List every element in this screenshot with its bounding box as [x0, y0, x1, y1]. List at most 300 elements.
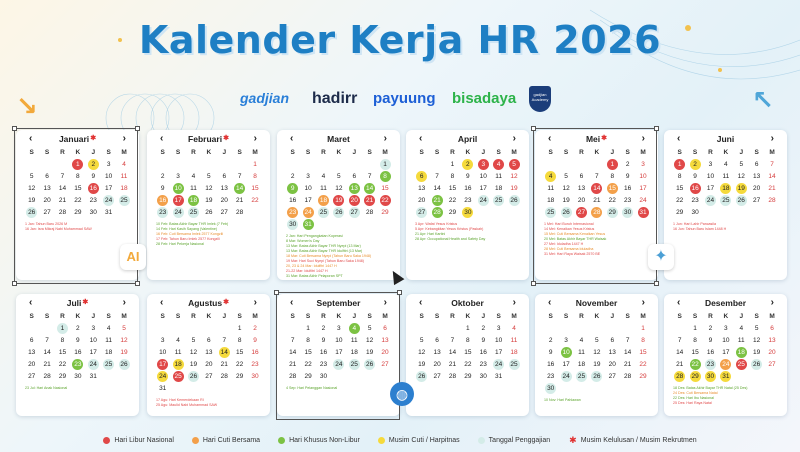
day-cell[interactable]: 28 — [366, 209, 374, 216]
day-cell[interactable]: 4 — [321, 173, 326, 180]
day-cell[interactable]: 21 — [433, 197, 441, 204]
day-cell[interactable]: 16 — [691, 185, 699, 192]
day-cell[interactable]: 12 — [737, 173, 745, 180]
day-cell[interactable]: 6 — [754, 161, 759, 168]
day-cell[interactable]: 4 — [122, 161, 126, 168]
day-cell[interactable]: 5 — [191, 337, 196, 344]
day-cell[interactable]: 9 — [693, 173, 697, 180]
day-cell[interactable]: 31 — [495, 373, 503, 380]
day-cell[interactable]: 22 — [236, 361, 244, 368]
day-cell[interactable]: 26 — [120, 361, 128, 368]
day-cell[interactable]: 12 — [120, 337, 128, 344]
day-cell[interactable]: 20 — [220, 197, 228, 204]
day-cell[interactable]: 16 — [251, 349, 259, 356]
day-cell[interactable]: 27 — [753, 197, 761, 204]
day-cell[interactable]: 22 — [676, 197, 684, 204]
day-cell[interactable]: 9 — [253, 337, 257, 344]
day-cell[interactable]: 3 — [337, 325, 341, 332]
day-cell[interactable]: 12 — [510, 173, 518, 180]
day-cell[interactable]: 25 — [577, 373, 586, 380]
day-cell[interactable]: 21 — [236, 197, 244, 204]
day-cell[interactable]: 30 — [706, 373, 715, 380]
day-cell[interactable]: 30 — [89, 209, 97, 216]
day-cell[interactable]: 3 — [496, 325, 501, 332]
day-cell[interactable]: 1 — [674, 159, 685, 170]
day-cell[interactable]: 3 — [564, 337, 568, 344]
day-cell[interactable]: 31 — [722, 373, 730, 380]
day-cell[interactable]: 25 — [737, 361, 745, 368]
chevron-right-icon[interactable]: › — [770, 133, 774, 144]
day-cell[interactable]: 29 — [639, 373, 647, 380]
day-cell[interactable]: 23 — [464, 197, 472, 204]
day-cell[interactable]: 7 — [367, 173, 372, 180]
day-cell[interactable]: 29 — [58, 373, 67, 380]
day-cell[interactable]: 28 — [220, 373, 228, 380]
day-cell[interactable]: 31 — [105, 209, 113, 216]
resize-handle[interactable] — [654, 281, 659, 286]
day-cell[interactable]: 24 — [174, 209, 182, 216]
day-cell[interactable]: 24 — [562, 373, 570, 380]
day-cell[interactable]: 27 — [577, 209, 586, 216]
day-cell[interactable]: 4 — [545, 171, 556, 182]
day-cell[interactable]: 20 — [418, 197, 426, 204]
day-cell[interactable]: 4 — [724, 161, 728, 168]
day-cell[interactable]: 30 — [251, 373, 259, 380]
day-cell[interactable]: 29 — [608, 209, 616, 216]
day-cell[interactable]: 14 — [289, 349, 297, 356]
day-cell[interactable]: 1 — [253, 161, 257, 168]
day-cell[interactable]: 29 — [676, 209, 684, 216]
day-cell[interactable]: 9 — [160, 185, 165, 192]
day-cell[interactable]: 21 — [43, 361, 51, 368]
day-cell[interactable]: 22 — [58, 361, 67, 368]
day-cell[interactable]: 2 — [690, 159, 701, 170]
day-cell[interactable]: 31 — [159, 385, 167, 392]
day-cell[interactable]: 1 — [641, 325, 645, 332]
day-cell[interactable]: 11 — [722, 173, 730, 180]
chevron-right-icon[interactable]: › — [770, 297, 774, 308]
day-cell[interactable]: 11 — [320, 185, 327, 192]
day-cell[interactable]: 2 — [462, 159, 473, 170]
day-cell[interactable]: 19 — [737, 185, 745, 192]
day-cell[interactable]: 8 — [306, 337, 310, 344]
day-cell[interactable]: 18 — [737, 349, 745, 356]
chevron-right-icon[interactable]: › — [383, 133, 387, 144]
day-cell[interactable]: 15 — [251, 185, 259, 192]
day-cell[interactable]: 19 — [28, 197, 36, 204]
day-cell[interactable]: 30 — [319, 373, 328, 380]
day-cell[interactable]: 16 — [547, 361, 555, 368]
day-cell[interactable]: 5 — [207, 173, 211, 180]
day-cell[interactable]: 28 — [289, 373, 297, 380]
day-cell[interactable]: 6 — [222, 173, 227, 180]
day-cell[interactable]: 24 — [89, 361, 97, 368]
day-cell[interactable]: 1 — [450, 161, 455, 168]
day-cell[interactable]: 21 — [676, 361, 684, 368]
day-cell[interactable]: 19 — [189, 361, 198, 368]
day-cell[interactable]: 23 — [159, 209, 167, 216]
day-cell[interactable]: 13 — [43, 185, 51, 192]
day-cell[interactable]: 3 — [176, 173, 180, 180]
day-cell[interactable]: 3 — [306, 173, 310, 180]
day-cell[interactable]: 5 — [595, 337, 599, 344]
day-cell[interactable]: 9 — [466, 173, 470, 180]
chevron-right-icon[interactable]: › — [122, 297, 126, 308]
day-cell[interactable]: 12 — [205, 185, 213, 192]
day-cell[interactable]: 19 — [753, 349, 761, 356]
chevron-left-icon[interactable]: ‹ — [29, 297, 33, 308]
day-cell[interactable]: 4 — [739, 325, 744, 332]
day-cell[interactable]: 27 — [381, 361, 389, 368]
day-cell[interactable]: 7 — [222, 337, 227, 344]
day-cell[interactable]: 14 — [220, 349, 228, 356]
day-cell[interactable]: 26 — [335, 209, 343, 216]
day-cell[interactable]: 19 — [366, 349, 374, 356]
chevron-left-icon[interactable]: ‹ — [677, 297, 681, 308]
day-cell[interactable]: 1 — [693, 325, 697, 332]
chevron-left-icon[interactable]: ‹ — [290, 297, 294, 308]
resize-handle[interactable] — [135, 126, 140, 131]
day-cell[interactable]: 11 — [174, 349, 182, 356]
day-cell[interactable]: 7 — [770, 161, 774, 168]
day-cell[interactable]: 21 — [58, 197, 67, 204]
day-cell[interactable]: 14 — [448, 349, 457, 356]
day-cell[interactable]: 25 — [495, 197, 503, 204]
day-cell[interactable]: 6 — [45, 173, 49, 180]
day-cell[interactable]: 8 — [693, 337, 697, 344]
day-cell[interactable]: 22 — [381, 197, 389, 204]
day-cell[interactable]: 4 — [493, 159, 504, 170]
day-cell[interactable]: 24 — [639, 197, 647, 204]
chevron-right-icon[interactable]: › — [512, 133, 516, 144]
day-cell[interactable]: 13 — [205, 349, 213, 356]
day-cell[interactable]: 27 — [608, 373, 616, 380]
day-cell[interactable]: 15 — [608, 185, 616, 192]
day-cell[interactable]: 8 — [76, 173, 80, 180]
day-cell[interactable]: 11 — [350, 337, 358, 344]
day-cell[interactable]: 17 — [722, 349, 730, 356]
day-cell[interactable]: 17 — [562, 361, 570, 368]
day-cell[interactable]: 2 — [290, 173, 295, 180]
day-cell[interactable]: 12 — [335, 185, 343, 192]
day-cell[interactable]: 21 — [768, 185, 776, 192]
day-cell[interactable]: 11 — [190, 185, 197, 192]
resize-handle[interactable] — [12, 126, 17, 131]
day-cell[interactable]: 25 — [547, 209, 555, 216]
day-cell[interactable]: 29 — [691, 373, 699, 380]
chevron-left-icon[interactable]: ‹ — [160, 297, 164, 308]
day-cell[interactable]: 30 — [547, 385, 555, 392]
day-cell[interactable]: 30 — [479, 373, 487, 380]
day-cell[interactable]: 29 — [304, 373, 312, 380]
day-cell[interactable]: 5 — [419, 337, 424, 344]
day-cell[interactable]: 27 — [205, 373, 213, 380]
day-cell[interactable]: 7 — [45, 337, 49, 344]
day-cell[interactable]: 17 — [159, 361, 167, 368]
day-cell[interactable]: 3 — [641, 161, 645, 168]
chevron-right-icon[interactable]: › — [383, 297, 387, 308]
day-cell[interactable]: 17 — [639, 185, 647, 192]
day-cell[interactable]: 23 — [547, 373, 555, 380]
day-cell[interactable]: 8 — [466, 337, 470, 344]
day-cell[interactable]: 19 — [120, 349, 128, 356]
chevron-left-icon[interactable]: ‹ — [290, 133, 294, 144]
day-cell[interactable]: 26 — [205, 209, 213, 216]
day-cell[interactable]: 15 — [639, 349, 647, 356]
day-cell[interactable]: 11 — [578, 349, 585, 356]
day-cell[interactable]: 28 — [43, 373, 51, 380]
day-cell[interactable]: 25 — [120, 197, 128, 204]
chevron-left-icon[interactable]: ‹ — [548, 297, 552, 308]
day-cell[interactable]: 7 — [625, 337, 630, 344]
day-cell[interactable]: 4 — [349, 323, 360, 334]
day-cell[interactable]: 11 — [105, 337, 113, 344]
day-cell[interactable]: 31 — [89, 373, 97, 380]
day-cell[interactable]: 30 — [74, 373, 82, 380]
day-cell[interactable]: 17 — [105, 185, 113, 192]
day-cell[interactable]: 10 — [159, 349, 167, 356]
day-cell[interactable]: 10 — [174, 185, 182, 192]
day-cell[interactable]: 14 — [366, 185, 374, 192]
day-cell[interactable]: 10 — [639, 173, 647, 180]
day-cell[interactable]: 18 — [174, 361, 182, 368]
day-cell[interactable]: 21 — [289, 361, 297, 368]
day-cell[interactable]: 24 — [105, 197, 113, 204]
chevron-left-icon[interactable]: ‹ — [677, 133, 681, 144]
day-cell[interactable]: 28 — [433, 209, 441, 216]
day-cell[interactable]: 26 — [737, 197, 745, 204]
day-cell[interactable]: 18 — [510, 349, 518, 356]
day-cell[interactable]: 3 — [478, 159, 489, 170]
day-cell[interactable]: 8 — [253, 173, 257, 180]
chevron-right-icon[interactable]: › — [253, 297, 257, 308]
day-cell[interactable]: 20 — [205, 361, 213, 368]
day-cell[interactable]: 7 — [290, 337, 295, 344]
day-cell[interactable]: 25 — [722, 197, 730, 204]
day-cell[interactable]: 14 — [58, 185, 67, 192]
day-cell[interactable]: 29 — [464, 373, 472, 380]
day-cell[interactable]: 16 — [479, 349, 487, 356]
day-cell[interactable]: 21 — [593, 197, 601, 204]
day-cell[interactable]: 10 — [335, 337, 343, 344]
day-cell[interactable]: 18 — [350, 349, 358, 356]
day-cell[interactable]: 12 — [28, 185, 36, 192]
day-cell[interactable]: 24 — [495, 361, 503, 368]
day-cell[interactable]: 24 — [335, 361, 343, 368]
day-cell[interactable]: 18 — [577, 361, 586, 368]
day-cell[interactable]: 9 — [481, 337, 486, 344]
day-cell[interactable]: 25 — [350, 361, 358, 368]
day-cell[interactable]: 10 — [89, 337, 97, 344]
day-cell[interactable]: 18 — [547, 197, 555, 204]
day-cell[interactable]: 13 — [28, 349, 36, 356]
resize-handle[interactable] — [397, 290, 402, 295]
day-cell[interactable]: 2 — [160, 173, 165, 180]
day-cell[interactable]: 13 — [220, 185, 228, 192]
day-cell[interactable]: 17 — [174, 197, 182, 204]
day-cell[interactable]: 28 — [676, 373, 684, 380]
day-cell[interactable]: 6 — [29, 337, 34, 344]
day-cell[interactable]: 9 — [708, 337, 713, 344]
day-cell[interactable]: 12 — [418, 349, 426, 356]
day-cell[interactable]: 13 — [768, 337, 776, 344]
day-cell[interactable]: 14 — [43, 349, 51, 356]
day-cell[interactable]: 22 — [251, 197, 259, 204]
day-cell[interactable]: 22 — [608, 197, 616, 204]
day-cell[interactable]: 19 — [418, 361, 426, 368]
day-cell[interactable]: 6 — [352, 173, 357, 180]
chevron-left-icon[interactable]: ‹ — [29, 133, 33, 144]
day-cell[interactable]: 1 — [380, 159, 391, 170]
day-cell[interactable]: 6 — [579, 173, 584, 180]
day-cell[interactable]: 17 — [89, 349, 97, 356]
resize-handle[interactable] — [531, 126, 536, 131]
day-cell[interactable]: 28 — [448, 373, 457, 380]
day-cell[interactable]: 5 — [122, 325, 126, 332]
day-cell[interactable]: 5 — [367, 325, 372, 332]
day-cell[interactable]: 11 — [737, 337, 745, 344]
day-cell[interactable]: 28 — [236, 209, 244, 216]
day-cell[interactable]: 15 — [304, 349, 312, 356]
day-cell[interactable]: 23 — [706, 361, 715, 368]
day-cell[interactable]: 18 — [722, 185, 730, 192]
day-cell[interactable]: 22 — [639, 361, 647, 368]
day-cell[interactable]: 27 — [350, 209, 358, 216]
day-cell[interactable]: 29 — [381, 209, 389, 216]
day-cell[interactable]: 20 — [577, 197, 586, 204]
day-cell[interactable]: 8 — [610, 173, 615, 180]
day-cell[interactable]: 23 — [479, 361, 487, 368]
day-cell[interactable]: 2 — [321, 325, 326, 332]
day-cell[interactable]: 6 — [770, 325, 774, 332]
day-cell[interactable]: 24 — [722, 361, 730, 368]
day-cell[interactable]: 12 — [562, 185, 570, 192]
day-cell[interactable]: 20 — [350, 197, 358, 204]
day-cell[interactable]: 10 — [706, 173, 715, 180]
day-cell[interactable]: 18 — [105, 349, 113, 356]
day-cell[interactable]: 26 — [510, 197, 518, 204]
day-cell[interactable]: 16 — [706, 349, 715, 356]
day-cell[interactable]: 5 — [337, 173, 341, 180]
chevron-left-icon[interactable]: ‹ — [160, 133, 164, 144]
day-cell[interactable]: 5 — [509, 159, 520, 170]
day-cell[interactable]: 4 — [512, 325, 516, 332]
day-cell[interactable]: 19 — [510, 185, 518, 192]
day-cell[interactable]: 5 — [739, 161, 744, 168]
day-cell[interactable]: 5 — [754, 325, 759, 332]
day-cell[interactable]: 11 — [495, 173, 503, 180]
day-cell[interactable]: 11 — [547, 185, 555, 192]
chevron-left-icon[interactable]: ‹ — [419, 133, 423, 144]
day-cell[interactable]: 10 — [105, 173, 113, 180]
day-cell[interactable]: 3 — [106, 161, 111, 168]
day-cell[interactable]: 7 — [450, 337, 455, 344]
day-cell[interactable]: 1 — [466, 325, 470, 332]
day-cell[interactable]: 6 — [435, 337, 439, 344]
day-cell[interactable]: 8 — [450, 173, 455, 180]
day-cell[interactable]: 7 — [237, 173, 242, 180]
day-cell[interactable]: 23 — [74, 361, 82, 368]
day-cell[interactable]: 1 — [72, 159, 83, 170]
day-cell[interactable]: 13 — [577, 185, 586, 192]
day-cell[interactable]: 15 — [676, 185, 684, 192]
day-cell[interactable]: 15 — [74, 185, 82, 192]
day-cell[interactable]: 15 — [236, 349, 244, 356]
day-cell[interactable]: 30 — [289, 221, 297, 228]
day-cell[interactable]: 1 — [607, 159, 618, 170]
day-cell[interactable]: 2 — [708, 325, 713, 332]
day-cell[interactable]: 16 — [159, 197, 167, 204]
day-cell[interactable]: 16 — [74, 349, 82, 356]
day-cell[interactable]: 28 — [624, 373, 632, 380]
day-cell[interactable]: 6 — [207, 337, 211, 344]
day-cell[interactable]: 26 — [366, 361, 374, 368]
day-cell[interactable]: 23 — [319, 361, 328, 368]
day-cell[interactable]: 14 — [676, 349, 684, 356]
day-cell[interactable]: 20 — [43, 197, 51, 204]
day-cell[interactable]: 24 — [706, 197, 715, 204]
day-cell[interactable]: 28 — [768, 197, 776, 204]
day-cell[interactable]: 21 — [220, 361, 228, 368]
day-cell[interactable]: 6 — [610, 337, 615, 344]
day-cell[interactable]: 18 — [495, 185, 503, 192]
day-cell[interactable]: 3 — [708, 161, 713, 168]
day-cell[interactable]: 26 — [418, 373, 426, 380]
day-cell[interactable]: 25 — [319, 209, 328, 216]
day-cell[interactable]: 27 — [433, 373, 441, 380]
chevron-left-icon[interactable]: ‹ — [548, 133, 552, 144]
day-cell[interactable]: 23 — [624, 197, 632, 204]
day-cell[interactable]: 27 — [418, 209, 426, 216]
day-cell[interactable]: 12 — [366, 337, 374, 344]
day-cell[interactable]: 31 — [304, 221, 312, 228]
day-cell[interactable]: 25 — [510, 361, 518, 368]
day-cell[interactable]: 13 — [381, 337, 389, 344]
day-cell[interactable]: 18 — [189, 197, 198, 204]
day-cell[interactable]: 17 — [706, 185, 715, 192]
day-cell[interactable]: 29 — [236, 373, 244, 380]
day-cell[interactable]: 20 — [753, 185, 761, 192]
day-cell[interactable]: 30 — [691, 209, 699, 216]
day-cell[interactable]: 14 — [768, 173, 776, 180]
day-cell[interactable]: 21 — [448, 361, 457, 368]
day-cell[interactable]: 6 — [416, 171, 427, 182]
day-cell[interactable]: 16 — [464, 185, 472, 192]
resize-handle[interactable] — [531, 281, 536, 286]
day-cell[interactable]: 23 — [89, 197, 97, 204]
day-cell[interactable]: 16 — [319, 349, 328, 356]
day-cell[interactable]: 18 — [120, 185, 128, 192]
day-cell[interactable]: 8 — [380, 171, 391, 182]
day-cell[interactable]: 28 — [58, 209, 67, 216]
day-cell[interactable]: 12 — [189, 349, 198, 356]
day-cell[interactable]: 17 — [495, 349, 503, 356]
day-cell[interactable]: 9 — [287, 183, 298, 194]
day-cell[interactable]: 2 — [76, 325, 80, 332]
day-cell[interactable]: 20 — [28, 361, 36, 368]
day-cell[interactable]: 26 — [753, 361, 761, 368]
day-cell[interactable]: 10 — [479, 173, 487, 180]
day-cell[interactable]: 12 — [593, 349, 601, 356]
day-cell[interactable]: 13 — [608, 349, 616, 356]
day-cell[interactable]: 13 — [753, 173, 761, 180]
day-cell[interactable]: 2 — [481, 325, 486, 332]
day-cell[interactable]: 8 — [641, 337, 645, 344]
day-cell[interactable]: 20 — [381, 349, 389, 356]
day-cell[interactable]: 8 — [60, 337, 65, 344]
resize-handle[interactable] — [274, 290, 279, 295]
day-cell[interactable]: 27 — [768, 361, 776, 368]
